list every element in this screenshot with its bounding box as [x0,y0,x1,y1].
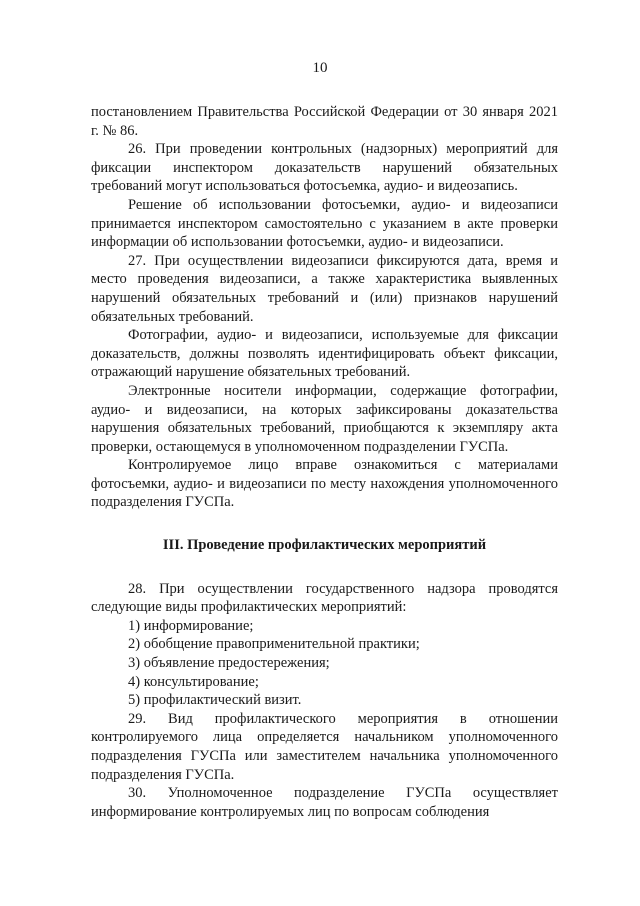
paragraph-continuation: постановлением Правительства Российской Федерации от 30 января 2021 г. № 86. [91,104,558,139]
paragraph-26-decision: Решение об использовании фотосъемки, аудио- и видеозаписи принимается инспектором самостоятельно с указанием в акте проверки информации об использовании фотосъемки, аудио- и видеозаписи. [91,196,558,251]
section-heading: III. Проведение профилактических мероприятий [162,537,487,554]
page-number: 10 [312,60,328,76]
document-body [91,103,558,821]
list-item: 4) консультирование; [128,673,259,690]
paragraph-27-review: Контролируемое лицо вправе ознакомиться с материалами фотосъемки, аудио- и видеозаписи по месту нахождения уполномоченного подразделения ГУСПа. [91,457,558,511]
list-item: 1) информирование; [128,617,254,634]
list-item: 2) обобщение правоприменительной практики; [128,636,420,653]
paragraph-27-media: Электронные носители информации, содержащие фотографии, аудио- и видеозаписи, на которых зафиксированы доказательства нарушения обязательных требований, приобщаются к экземпляру акта проверки, остающемуся в уполномоченном подразделении ГУСПа. [91,382,558,455]
paragraph-29: 29. Вид профилактического мероприятия в отношении контролируемого лица определяется начальником уполномоченного подразделения ГУСПа или заместителем начальника уполномоченного подразделения ГУСПа. [91,710,558,783]
list-item: 3) объявление предостережения; [128,655,330,672]
paragraph-27-photos: Фотографии, аудио- и видеозаписи, используемые для фиксации доказательств, должны позволять идентифицировать объект фиксации, отражающий нарушение обязательных требований. [91,327,558,381]
paragraph-28: 28. При осуществлении государственного надзора проводятся следующие виды профилактических мероприятий: [91,580,558,616]
paragraph-27: 27. При осуществлении видеозаписи фиксируются дата, время и место проведения видеозаписи, а также характеристика выявленных нарушений обязательных требований и (или) признаков нарушений обязательных требований. [91,252,558,325]
paragraph-30: 30. Уполномоченное подразделение ГУСПа осуществляет информирование контролируемых лиц по вопросам соблюдения [91,785,558,820]
paragraph-26: 26. При проведении контрольных (надзорных) мероприятий для фиксации инспектором доказательств нарушений обязательных требований могут использоваться фотосъемка, аудио- и видеозапись. [91,141,558,195]
list-item: 5) профилактический визит. [128,692,302,709]
